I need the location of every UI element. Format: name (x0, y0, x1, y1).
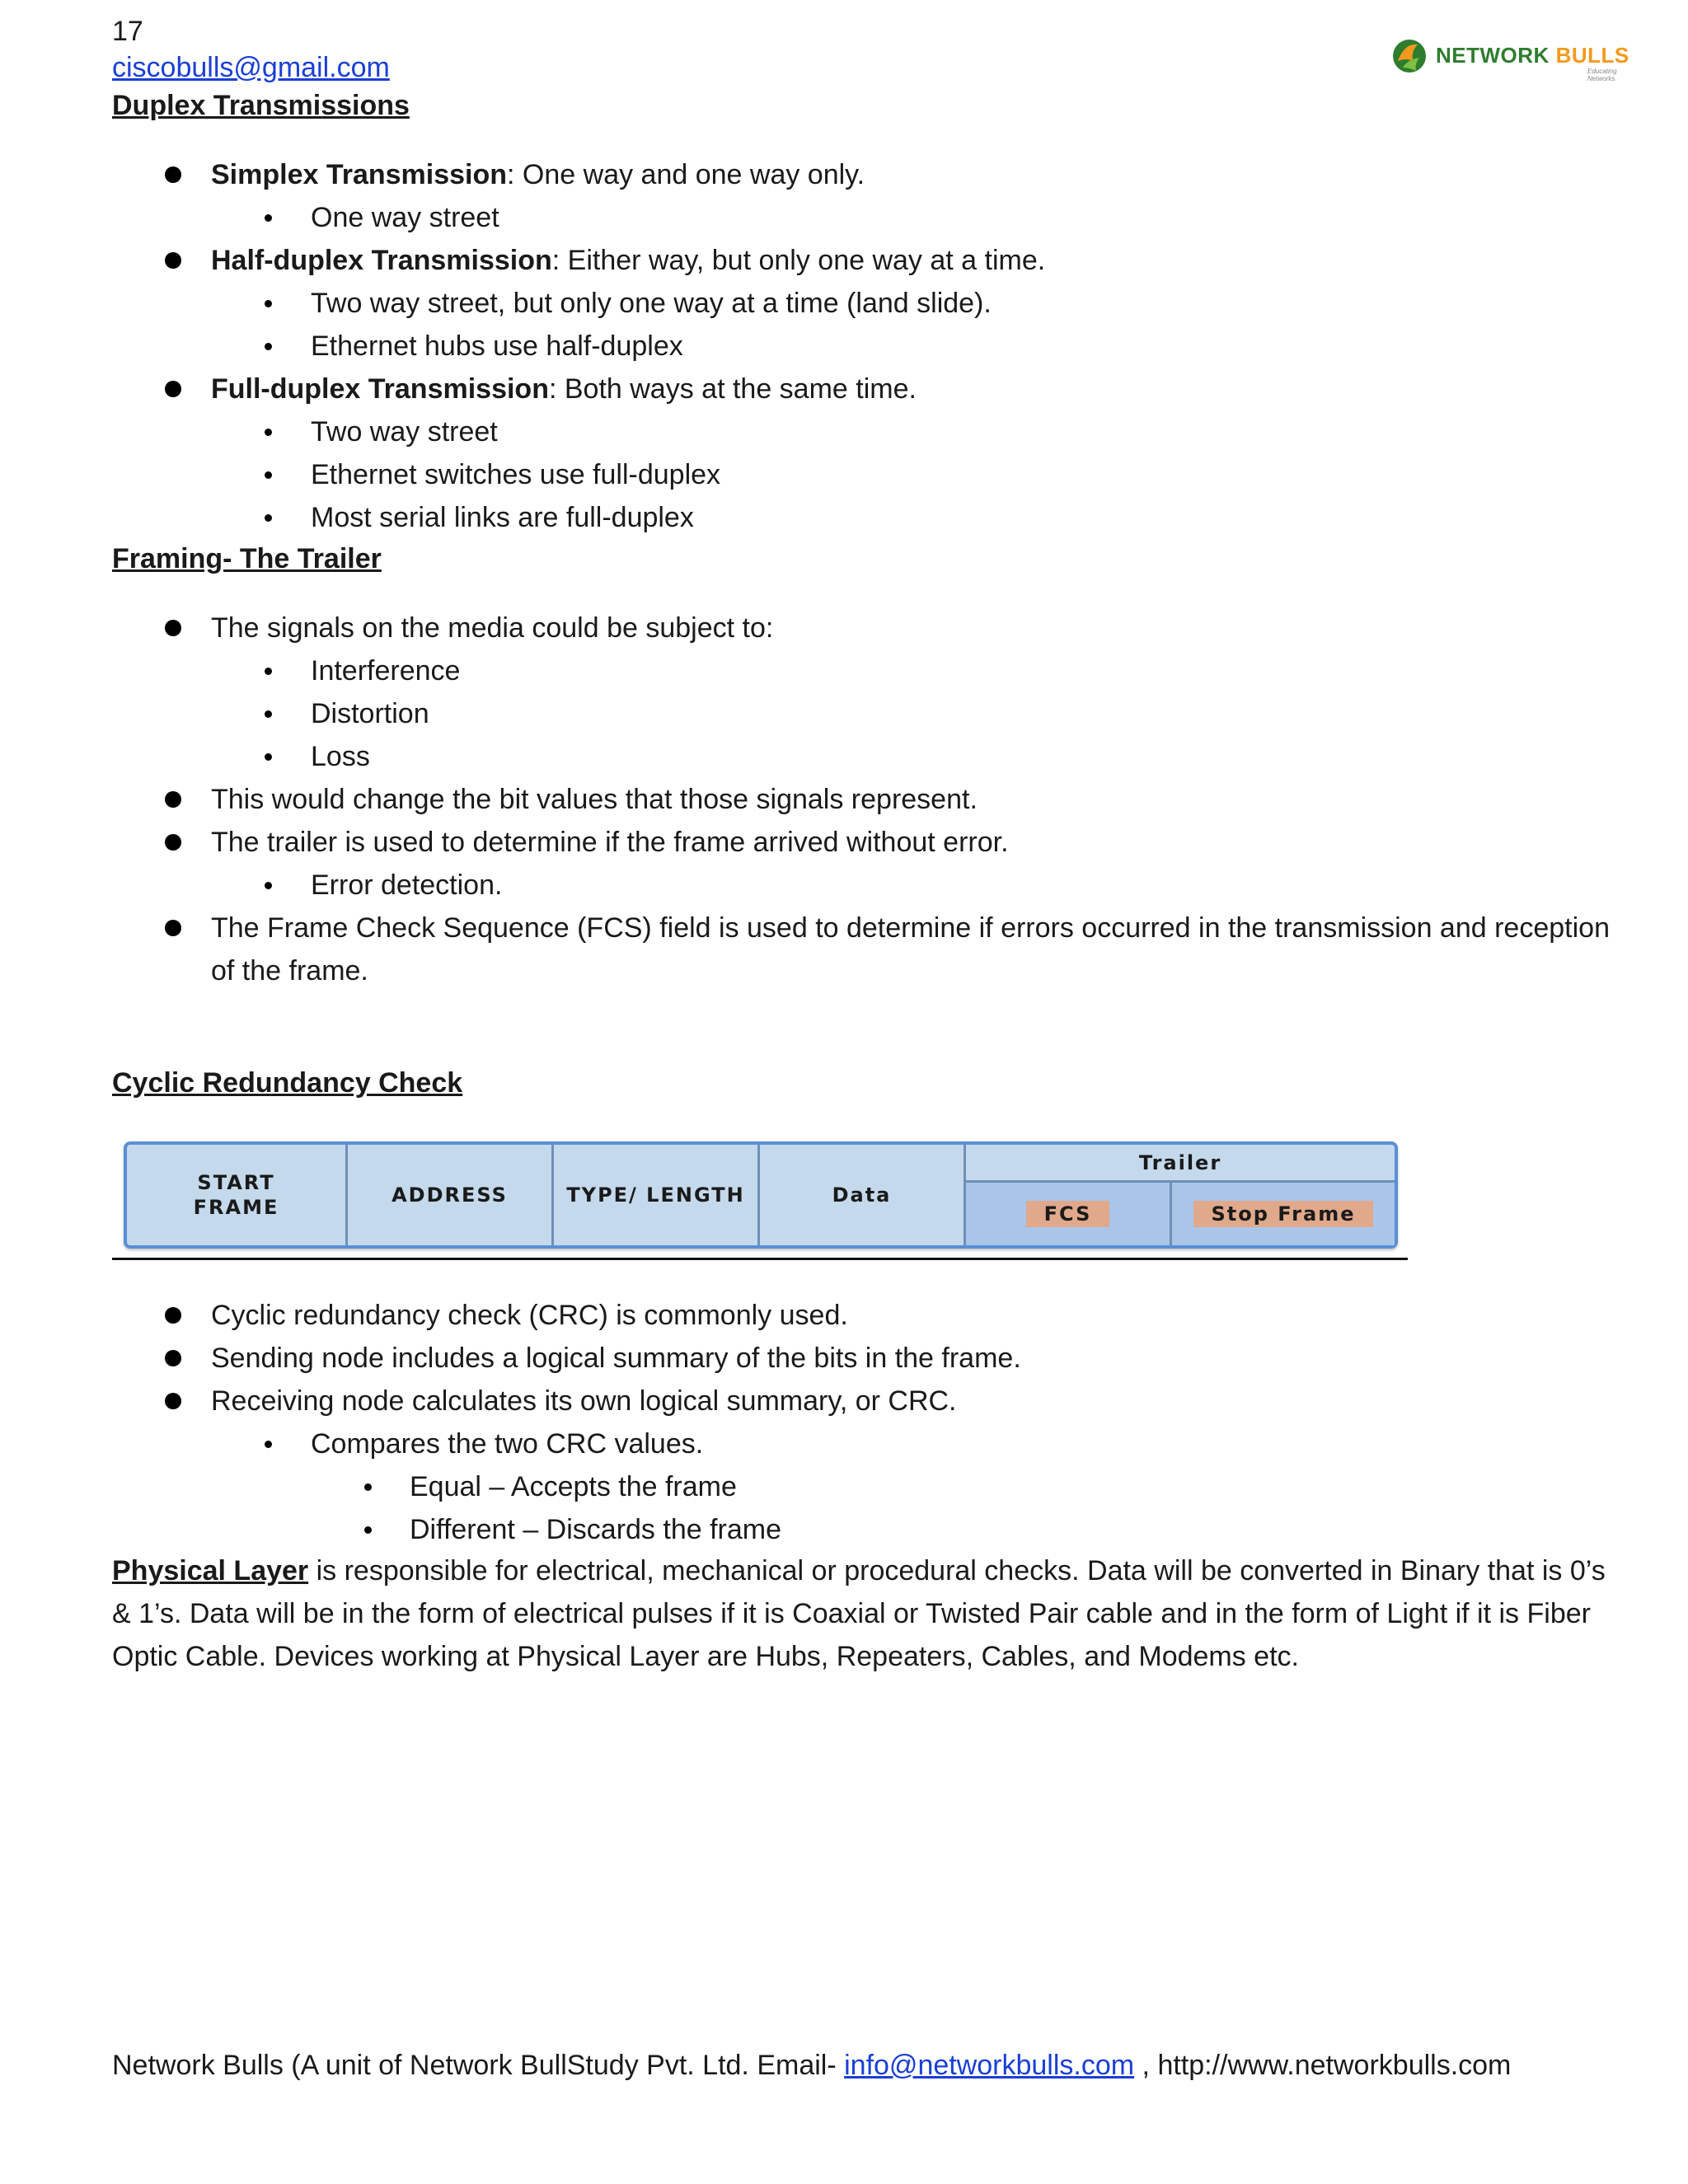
list-item: One way street (311, 202, 499, 233)
bullet (265, 1441, 272, 1448)
start-frame-cell (127, 1145, 348, 1245)
fcs-cell (966, 1183, 1172, 1245)
list-item: Ethernet hubs use half-duplex (311, 330, 683, 362)
fcs-label: FCS (1026, 1201, 1110, 1227)
list-item: Error detection. (311, 869, 503, 901)
bullet (165, 791, 181, 808)
data-cell (760, 1145, 966, 1245)
bull-logo-icon (1390, 36, 1429, 76)
list-item: Two way street, but only one way at a time (land slide). (311, 288, 992, 319)
trailer-fields (966, 1183, 1395, 1245)
list-item: The trailer is used to determine if the frame arrived without error. (211, 827, 1009, 858)
item-text: : One way and one way only. (507, 159, 865, 190)
list-item: The Frame Check Sequence (FCS) field is used to determine if errors occurred in the transmission and reception (211, 912, 1610, 944)
crc-heading: Cyclic Redundancy Check (112, 1067, 463, 1099)
bullet (165, 1307, 181, 1324)
bullet (165, 834, 181, 851)
type-length-cell (554, 1145, 760, 1245)
data-label: Data (832, 1183, 892, 1207)
bullet (165, 252, 181, 269)
list-item: Cyclic redundancy check (CRC) is commonly used. (211, 1300, 848, 1331)
network-bulls-logo (1390, 33, 1640, 82)
bullet (265, 710, 272, 718)
list-item: This would change the bit values that those signals represent. (211, 784, 978, 815)
term: Full-duplex Transmission (211, 373, 549, 405)
list-item: The signals on the media could be subject to: (211, 612, 774, 644)
bullet (265, 514, 272, 522)
bullet (265, 429, 272, 436)
list-item (211, 244, 1045, 277)
bullet (265, 300, 272, 307)
bullet (165, 166, 181, 183)
list-item: Ethernet switches use full-duplex (311, 459, 721, 490)
list-item (211, 158, 865, 191)
bullet (265, 214, 272, 222)
list-item: Distortion (311, 698, 429, 729)
bullet (165, 1350, 181, 1366)
divider (112, 1258, 1408, 1260)
list-item: Loss (311, 741, 370, 772)
start-frame-label: START FRAME (193, 1171, 279, 1219)
logo-bulls: BULLS (1555, 43, 1629, 68)
bullet (265, 471, 272, 479)
physical-layer-paragraph (112, 1549, 1609, 1678)
stop-frame-cell (1172, 1183, 1395, 1245)
list-item: Equal – Accepts the frame (410, 1471, 737, 1502)
footer-suffix: , http://www.networkbulls.com (1134, 2050, 1512, 2081)
logo-text (1436, 43, 1629, 68)
footer (112, 2049, 1511, 2082)
type-length-label: TYPE/ LENGTH (566, 1183, 745, 1207)
bullet (165, 381, 181, 397)
item-text: : Either way, but only one way at a time. (551, 245, 1046, 276)
list-item: Most serial links are full-duplex (311, 502, 694, 533)
bullet (165, 920, 181, 936)
logo-tagline: Educating Networks (1587, 68, 1617, 82)
bullet (265, 882, 272, 889)
trailer-header: Trailer (966, 1145, 1395, 1183)
term: Simplex Transmission (211, 159, 508, 190)
list-item: Two way street (311, 416, 498, 448)
bullet (165, 1393, 181, 1409)
logo-network: NETWORK (1436, 43, 1550, 68)
email-link[interactable]: ciscobulls@gmail.com (112, 52, 390, 83)
stop-frame-label: Stop Frame (1193, 1201, 1374, 1227)
term: Half-duplex Transmission (211, 245, 552, 276)
page-number: 17 (112, 16, 143, 47)
frame-structure-diagram (124, 1141, 1398, 1249)
bullet (265, 753, 272, 761)
list-item: Compares the two CRC values. (311, 1428, 704, 1460)
footer-email-link[interactable]: info@networkbulls.com (844, 2050, 1135, 2081)
physical-layer-text: is responsible for electrical, mechanical or procedural checks. Data will be converted in Binary that is 0’s & 1’s. Data will be in the form of electrical pulses if it is Coaxial or Twisted Pair cable and in the form of Light if it is Fiber Optic Cable. Devices working at Physical Layer are Hubs, Repeaters, Cables, and Modems etc. (112, 1555, 1606, 1672)
list-item: Sending node includes a logical summary of the bits in the frame. (211, 1343, 1021, 1374)
list-item (211, 373, 917, 405)
bullet (265, 668, 272, 675)
list-item: Receiving node calculates its own logical summary, or CRC. (211, 1385, 957, 1417)
item-text: : Both ways at the same time. (548, 373, 917, 405)
list-item-continued: of the frame. (211, 955, 368, 987)
list-item: Interference (311, 655, 461, 687)
bullet (364, 1483, 372, 1491)
bullet (364, 1526, 372, 1534)
footer-prefix: Network Bulls (A unit of Network BullStudy Pvt. Ltd. Email- (112, 2050, 845, 2081)
bullet (265, 343, 272, 350)
framing-heading: Framing- The Trailer (112, 543, 382, 574)
bullet (165, 620, 181, 636)
duplex-heading: Duplex Transmissions (112, 90, 410, 121)
address-label: ADDRESS (392, 1183, 508, 1207)
address-cell (348, 1145, 554, 1245)
list-item: Different – Discards the frame (410, 1514, 781, 1545)
physical-layer-term: Physical Layer (112, 1555, 309, 1586)
